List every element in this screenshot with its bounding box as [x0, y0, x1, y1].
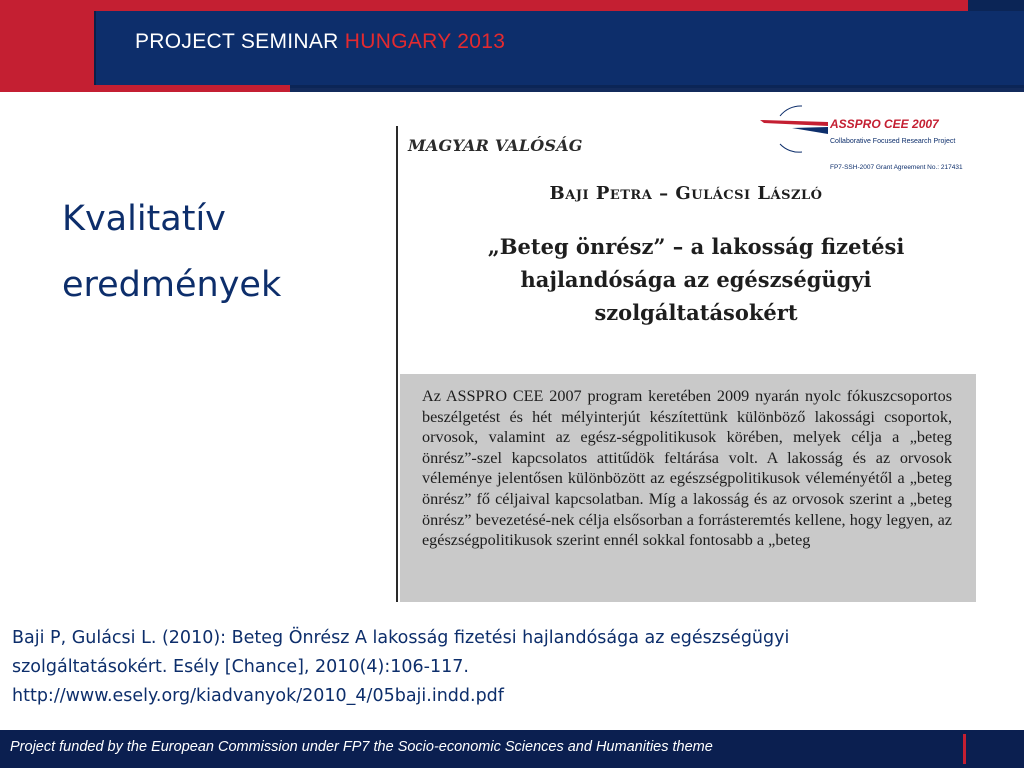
slide-header-title: [135, 30, 505, 54]
article-authors: Baji Petra – Gulácsi László: [549, 183, 823, 204]
logo-name: ASSPRO CEE 2007: [830, 117, 939, 131]
heading-line-1: Kvalitatív: [62, 199, 226, 239]
footer-bar: [0, 730, 1024, 768]
logo-grant: FP7-SSH-2007 Grant Agreement No.: 217431: [830, 164, 963, 171]
article-title: „Beteg önrész” – a lakosság fizetési hajlandósága az egészségügyi szolgáltatásokért: [487, 234, 905, 325]
header-bottom-dark-stripe: [290, 88, 1024, 92]
slide-heading: [62, 186, 382, 318]
footer-text: Project funded by the European Commission under FP7 the Socio-economic Sciences and Humanities theme: [10, 739, 713, 755]
article-scan: [396, 126, 976, 602]
header-divider: [94, 11, 96, 85]
header-bottom-red-stripe: [0, 85, 290, 92]
citation-line-2: szolgáltatásokért. Esély [Chance], 2010(4):106-117.: [12, 657, 469, 677]
citation-url[interactable]: http://www.esely.org/kiadvanyok/2010_4/05baji.indd.pdf: [12, 686, 504, 706]
asspro-logo-icon: [758, 104, 838, 174]
header-left-band: [0, 0, 95, 92]
citation: [12, 624, 1012, 711]
logo-subtitle: Collaborative Focused Research Project: [830, 138, 956, 145]
article-abstract-box: [400, 374, 976, 602]
journal-name: MAGYAR VALÓSÁG: [408, 136, 583, 155]
header-top-corner: [968, 0, 1024, 11]
footer-accent-mark: [963, 734, 966, 764]
header-top-stripe: [95, 0, 968, 11]
citation-line-1: Baji P, Gulácsi L. (2010): Beteg Önrész A lakosság fizetési hajlandósága az egészségügyi: [12, 628, 790, 648]
header-title-main: PROJECT SEMINAR: [135, 30, 339, 53]
asspro-logo: [758, 104, 988, 174]
header-title-accent: HUNGARY 2013: [344, 30, 506, 53]
article-abstract: Az ASSPRO CEE 2007 program keretében 2009 nyarán nyolc fókuszcsoportos beszélgetést és hét mélyinterjút készítettünk különböző lakossági csoportok, orvosok, valamint az egész-ségpolitikusok körében, melyek célja a „beteg önrész”-szel kapcsolatos attitűdök feltárása volt. A lakosság és az orvosok véleménye jelentősen különbözött az egészségpolitikusok véleményétől a „beteg önrész” fő céljaival kapcsolatban. Míg a lakosság és az orvosok szerint a „beteg önrész” bevezetésé-nek célja elsősorban a forrásteremtés kellene, hogy legyen, az egészségpolitikusok szerint ennél sokkal fontosabb a „beteg: [422, 387, 952, 550]
heading-line-2: eredmények: [62, 265, 282, 305]
